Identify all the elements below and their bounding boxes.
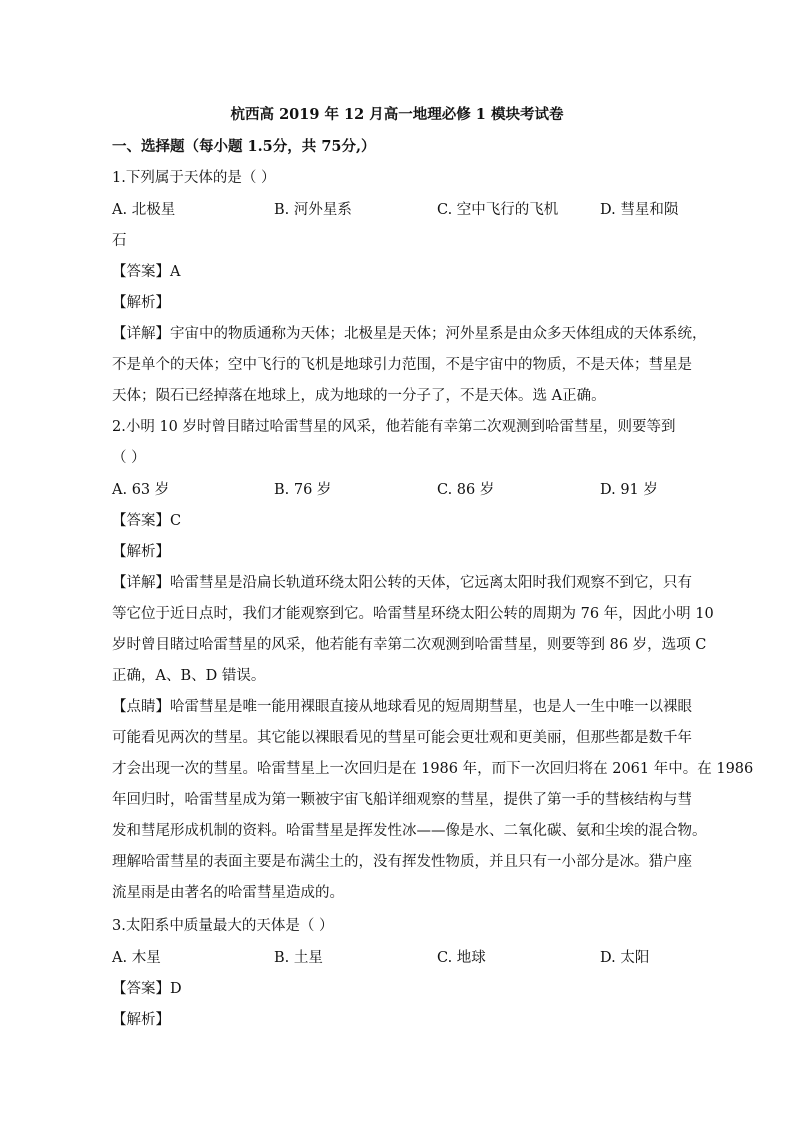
q1-detail-line: 不是单个的天体；空中飞行的飞机是地球引力范围，不是宇宙中的物质，不是天体；彗星是 (112, 357, 692, 373)
q2-option-d: D. 91 岁 (600, 482, 658, 498)
q3-option-b: B. 土星 (274, 950, 323, 966)
q2-option-a: A. 63 岁 (112, 482, 170, 498)
q2-note-line: 年回归时，哈雷彗星成为第一颗被宇宙飞船详细观察的彗星，提供了第一手的彗核结构与彗 (112, 792, 692, 808)
question-2-blank: （ ） (112, 450, 146, 466)
q2-note-line: 可能看见两次的彗星。其它能以裸眼看见的彗星可能会更壮观和更美丽，但那些都是数千年 (112, 730, 692, 746)
q3-answer: 【答案】D (112, 981, 182, 997)
q2-detail-line: 等它位于近日点时，我们才能观察到它。哈雷彗星环绕太阳公转的周期为 76 年，因此小明 10 (112, 606, 714, 622)
q2-option-c: C. 86 岁 (437, 482, 495, 498)
q3-option-a: A. 木星 (112, 950, 161, 966)
question-2-stem: 2.小明 10 岁时曾目睹过哈雷彗星的风采，他若能有幸第二次观测到哈雷彗星，则要等到 (112, 419, 676, 435)
q1-analysis-label: 【解析】 (112, 295, 170, 311)
q3-analysis-label: 【解析】 (112, 1012, 170, 1028)
q1-option-c: C. 空中飞行的飞机 (437, 202, 559, 218)
q2-option-b: B. 76 岁 (274, 482, 332, 498)
q3-option-d: D. 太阳 (600, 950, 650, 966)
q1-detail-line: 【详解】宇宙中的物质通称为天体；北极星是天体；河外星系是由众多天体组成的天体系统， (112, 326, 707, 342)
q2-note-line: 发和彗尾形成机制的资料。哈雷彗星是挥发性冰——像是水、二氧化碳、氨和尘埃的混合物。 (112, 823, 707, 839)
q1-answer: 【答案】A (112, 264, 181, 280)
question-1-stem: 1.下列属于天体的是（ ） (112, 170, 276, 186)
section-heading: 一、选择题（每小题 1.5分，共 75分,） (112, 138, 376, 155)
page-title: 杭西高 2019 年 12 月高一地理必修 1 模块考试卷 (230, 106, 564, 123)
q2-detail-line: 岁时曾目睹过哈雷彗星的风采，他若能有幸第二次观测到哈雷彗星，则要等到 86 岁，选项 C (112, 637, 707, 653)
q3-option-c: C. 地球 (437, 950, 486, 966)
q2-note-line: 理解哈雷彗星的表面主要是布满尘土的，没有挥发性物质，并且只有一小部分是冰。猎户座 (112, 854, 692, 870)
q2-answer: 【答案】C (112, 513, 182, 529)
q2-detail-line: 正确，A、B、D 错误。 (112, 668, 266, 684)
question-3-stem: 3.太阳系中质量最大的天体是（ ） (112, 918, 334, 934)
q1-option-a: A. 北极星 (112, 202, 176, 218)
q2-note-line: 【点睛】哈雷彗星是唯一能用裸眼直接从地球看见的短周期彗星，也是人一生中唯一以裸眼 (112, 699, 692, 715)
q2-note-line: 才会出现一次的彗星。哈雷彗星上一次回归是在 1986 年，而下一次回归将在 2061 年中。在 1986 (112, 761, 754, 777)
q2-analysis-label: 【解析】 (112, 544, 170, 560)
q1-detail-line: 天体；陨石已经掉落在地球上，成为地球的一分子了，不是天体。选 A正确。 (112, 388, 606, 404)
q2-detail-line: 【详解】哈雷彗星是沿扁长轨道环绕太阳公转的天体，它远离太阳时我们观察不到它，只有 (112, 575, 692, 591)
q1-option-d: D. 彗星和陨 (600, 202, 679, 218)
q1-option-d-wrap: 石 (112, 233, 127, 249)
q1-option-b: B. 河外星系 (274, 202, 352, 218)
q2-note-line: 流星雨是由著名的哈雷彗星造成的。 (112, 885, 344, 901)
